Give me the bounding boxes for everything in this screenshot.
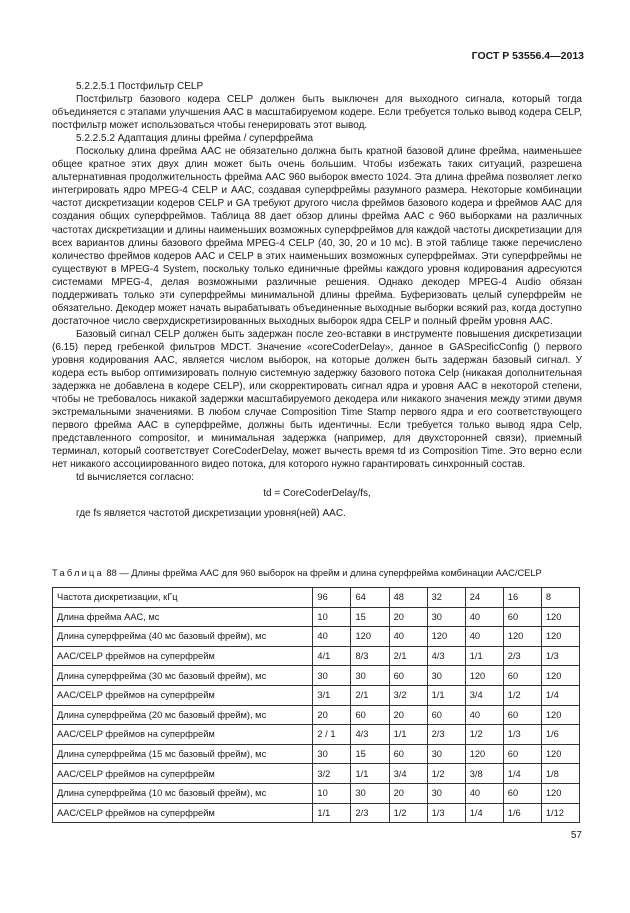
table-cell: 1/8	[541, 764, 579, 784]
table-cell: 1/3	[427, 803, 465, 823]
table-cell: 40	[313, 627, 351, 647]
table-cell: 30	[351, 666, 389, 686]
table-cell: 40	[465, 627, 503, 647]
table-cell: 120	[351, 627, 389, 647]
table-cell: 120	[541, 744, 579, 764]
table-cell: 8	[541, 588, 579, 608]
table-cell: 2/3	[351, 803, 389, 823]
table-cell: 30	[351, 783, 389, 803]
table-cell: 30	[427, 744, 465, 764]
table-cell: 3/2	[313, 764, 351, 784]
table-cell: 1/4	[541, 685, 579, 705]
table-cell: 120	[541, 607, 579, 627]
table-cell: 120	[541, 705, 579, 725]
table-cell: 10	[313, 607, 351, 627]
table-cell: 60	[427, 705, 465, 725]
table-cell: 24	[465, 588, 503, 608]
table-row	[53, 744, 580, 764]
table-cell: 4/1	[313, 646, 351, 666]
table-cell: 32	[427, 588, 465, 608]
table-cell: 3/8	[465, 764, 503, 784]
table-cell: 30	[313, 744, 351, 764]
table-cell: 64	[351, 588, 389, 608]
table-cell: 1/2	[503, 685, 541, 705]
table-caption	[52, 568, 592, 578]
table-cell: 60	[503, 744, 541, 764]
table-row-label: AAC/CELP фреймов на суперфрейм	[53, 803, 313, 823]
table-cell: 1/6	[541, 725, 579, 745]
table-cell: 20	[389, 607, 427, 627]
table-row	[53, 685, 580, 705]
table-caption-label: Таблица	[52, 568, 104, 578]
table-cell: 1/1	[351, 764, 389, 784]
table-row	[53, 646, 580, 666]
table-cell: 3/2	[389, 685, 427, 705]
table-cell: 30	[313, 666, 351, 686]
table-cell: 120	[465, 666, 503, 686]
table-cell: 120	[541, 627, 579, 647]
table-row-label: AAC/CELP фреймов на суперфрейм	[53, 764, 313, 784]
table-cell: 40	[465, 705, 503, 725]
paragraph: Базовый сигнал CELP должен быть задержан после zeo-вставки в инструменте повышения дискретизации (6.15) перед гребенкой фильтров MDCT. Значение «coreCoderDelay», данное в GASpecificConfig () первого уровня кодирования AAC, является числом выборок, на которые должен быть задержан базовый сигнал. У кодера есть выбор оптимизировать полную системную задержку базового потока Celp (никакая дополнительная задержка не добавлена в кодере CELP), или скорректировать сигнал ядра и уровня AAC в некоторой степени, чтобы не требовалось никакой задержки масштабируемого декодера или никакого значения между этими двумя экстремальными значениями. В любом случае Composition Time Stamp первого ядра и его соответствующего первого фрейма AAC в суперфрейме, должны быть идентичны. Если требуется только вывод ядра Celp, представленного compositor, и минимальная задержка (например, для двухсторонней связи), приемный терминал, который соответствует CoreCoderDelay, может вычесть время td из Composition Time. Это верно если нет никакого ассоциированного видео потока, для которого нужно гарантировать синхронный состав.	[52, 328, 582, 471]
table-cell: 60	[503, 705, 541, 725]
table-row	[53, 607, 580, 627]
table-cell: 1/1	[389, 725, 427, 745]
paragraph: td вычисляется согласно:	[76, 472, 194, 484]
table-cell: 120	[503, 627, 541, 647]
table-cell: 8/3	[351, 646, 389, 666]
table-row	[53, 764, 580, 784]
table-row	[53, 783, 580, 803]
table-cell: 1/4	[465, 803, 503, 823]
paragraph: Постфильтр базового кодера CELP должен быть выключен для выходного сигнала, который тогда объединяется с этапами улучшения AAC в масштабируемом кодере. Если требуется только вывод кодера CELP, постфильтр может использоваться чтобы генерировать этот вывод.	[52, 94, 582, 132]
table-row-label: AAC/CELP фреймов на суперфрейм	[53, 646, 313, 666]
table-cell: 15	[351, 744, 389, 764]
table-row-label: Частота дискретизации, кГц	[53, 588, 313, 608]
table-cell: 15	[351, 607, 389, 627]
table-row-label: Длина суперфрейма (30 мс базовый фрейм), мс	[53, 666, 313, 686]
table-cell: 3/4	[465, 685, 503, 705]
table-cell: 120	[465, 744, 503, 764]
section-heading: 5.2.2.5.1 Постфильтр CELP	[76, 81, 204, 92]
table-cell: 4/3	[351, 725, 389, 745]
table-cell: 1/1	[465, 646, 503, 666]
table-cell: 16	[503, 588, 541, 608]
table-cell: 30	[427, 607, 465, 627]
table-cell: 2/1	[389, 646, 427, 666]
table-cell: 1/2	[465, 725, 503, 745]
table-row-label: Длина суперфрейма (10 мс базовый фрейм), мс	[53, 783, 313, 803]
page-number: 57	[570, 830, 582, 841]
table-cell: 96	[313, 588, 351, 608]
table-cell: 10	[313, 783, 351, 803]
table-row-label: Длина суперфрейма (15 мс базовый фрейм), мс	[53, 744, 313, 764]
document-header: ГОСТ Р 53556.4—2013	[471, 50, 584, 62]
table-row-label: Длина суперфрейма (40 мс базовый фрейм), мс	[53, 627, 313, 647]
table-cell: 3/1	[313, 685, 351, 705]
table-cell: 40	[465, 783, 503, 803]
table-row-label: Длина суперфрейма (20 мс базовый фрейм), мс	[53, 705, 313, 725]
table-row	[53, 666, 580, 686]
table-cell: 40	[465, 607, 503, 627]
formula: td = CoreCoderDelay/fs,	[263, 488, 371, 500]
table-cell: 1/2	[389, 803, 427, 823]
document-body	[52, 80, 582, 520]
table-cell: 60	[351, 705, 389, 725]
table-cell: 1/6	[503, 803, 541, 823]
table-cell: 60	[389, 666, 427, 686]
table-cell: 20	[389, 705, 427, 725]
table-cell: 20	[313, 705, 351, 725]
table-cell: 2/3	[503, 646, 541, 666]
table-caption-text: 88 — Длины фрейма AAC для 960 выборок на фрейм и длина суперфрейма комбинации AAC/CELP	[106, 568, 542, 578]
table-row	[53, 803, 580, 823]
paragraph: Поскольку длина фрейма AAC не обязательно должна быть кратной базовой длине фрейма, наименьшее общее кратное этих двух длин может быть очень большим. Чтобы избежать таких ситуаций, разрешена альтернативная продолжительность фрейма AAC 960 выборок вместо 1024. Эта длина фрейма позволяет легко интегрировать ядро MPEG-4 CELP и AAC, создавая суперфреймы разумного размера. Некоторые комбинации частот дискретизации кодеров CELP и GA требуют другого числа фреймов базового кодера и фреймов AAC для создания общих суперфреймов. Таблица 88 дает обзор длины фрейма AAC с 960 выборками на различных частотах дискретизации и длины наименьших возможных суперфреймов для каждой частоты дискретизации для всех вариантов длины базового фрейма MPEG-4 CELP (40, 30, 20 и 10 мс). В этой таблице также перечислено количество фреймов кодеров AAC и CELP в этих наименьших возможных суперфреймах. Эти суперфреймы не существуют в MPEG-4 System, поскольку только единичные фреймы каждого уровня кодирования адресуются системами MPEG-4, делая возможными различные решения. Однако декодер MPEG-4 Audio обязан поддерживать только эти суперфреймы минимальной длины фрейма. Буферизовать целый суперфрейм не обязательно. Декодер может начать вырабатывать объединенные выходные выборки всякий раз, когда доступно достаточное число сверхдискретизированных выходных выборок ядра CELP и полный фрейм уровня AAC.	[52, 146, 582, 327]
table-cell: 3/4	[389, 764, 427, 784]
table-cell: 60	[503, 666, 541, 686]
table-cell: 1/1	[313, 803, 351, 823]
table-cell: 20	[389, 783, 427, 803]
table-cell: 120	[541, 783, 579, 803]
table-cell: 2/1	[351, 685, 389, 705]
table-cell: 1/12	[541, 803, 579, 823]
paragraph: где fs является частотой дискретизации уровня(ней) AAC.	[76, 507, 346, 519]
table-cell: 60	[503, 783, 541, 803]
section-heading: 5.2.2.5.2 Адаптация длины фрейма / суперфрейма	[76, 133, 314, 145]
table-row-label: AAC/CELP фреймов на суперфрейм	[53, 685, 313, 705]
table-row	[53, 705, 580, 725]
table-row	[53, 627, 580, 647]
table-cell: 60	[389, 744, 427, 764]
table-row-label: AAC/CELP фреймов на суперфрейм	[53, 725, 313, 745]
table-cell: 2/3	[427, 725, 465, 745]
data-table	[52, 587, 580, 823]
table-cell: 2 / 1	[313, 725, 351, 745]
table-cell: 1/2	[427, 764, 465, 784]
table-cell: 120	[541, 666, 579, 686]
table-cell: 30	[427, 783, 465, 803]
table-cell: 4/3	[427, 646, 465, 666]
table-cell: 120	[427, 627, 465, 647]
table-cell: 60	[503, 607, 541, 627]
table-cell: 1/3	[541, 646, 579, 666]
table-cell: 1/4	[503, 764, 541, 784]
table-cell: 1/3	[503, 725, 541, 745]
table-row	[53, 725, 580, 745]
table-cell: 40	[389, 627, 427, 647]
table-row	[53, 588, 580, 608]
table-cell: 48	[389, 588, 427, 608]
table-row-label: Длина фрейма AAC, мс	[53, 607, 313, 627]
table-cell: 30	[427, 666, 465, 686]
table-cell: 1/1	[427, 685, 465, 705]
